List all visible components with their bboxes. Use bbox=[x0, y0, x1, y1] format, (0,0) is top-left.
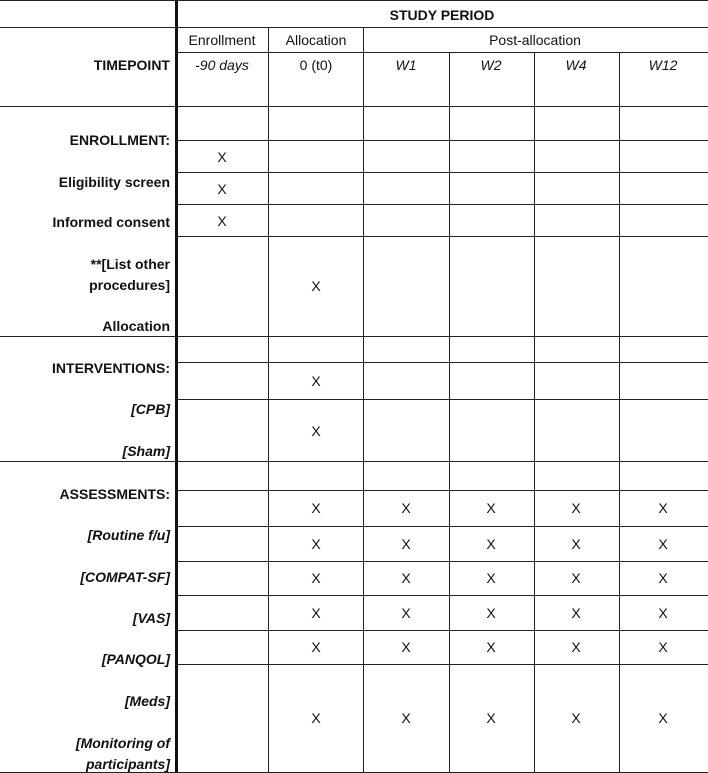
informed-consent-label: Informed consent bbox=[52, 214, 170, 230]
mark-assess-r4-w12: X bbox=[658, 605, 668, 621]
other-procedures-label-line1: **[List other bbox=[90, 256, 170, 272]
sham-label: [Sham] bbox=[122, 443, 170, 459]
timepoint-allocation: 0 (t0) bbox=[299, 57, 333, 73]
timepoint-enrollment: -90 days bbox=[195, 57, 249, 73]
mark-assess-r4-t0: X bbox=[311, 605, 321, 621]
mark-assess-r3-w12: X bbox=[658, 570, 668, 586]
compat-sf-label: [COMPAT-SF] bbox=[80, 569, 170, 585]
timepoint-w12: W12 bbox=[648, 57, 678, 73]
mark-assess-r5-w1: X bbox=[401, 639, 411, 655]
study-period-heading: STUDY PERIOD bbox=[389, 7, 495, 23]
mark-sham-t0: X bbox=[311, 423, 321, 439]
mark-cpb-t0: X bbox=[311, 373, 321, 389]
mark-assess-r4-w1: X bbox=[401, 605, 411, 621]
timepoint-w1: W1 bbox=[395, 57, 417, 73]
enrollment-section-label: ENROLLMENT: bbox=[69, 132, 170, 148]
monitoring-label-line1: [Monitoring of bbox=[75, 735, 170, 751]
assessments-section-label: ASSESSMENTS: bbox=[59, 486, 170, 502]
mark-assess-r1-w1: X bbox=[401, 500, 411, 516]
timepoint-w4: W4 bbox=[565, 57, 587, 73]
timepoint-w2: W2 bbox=[480, 57, 502, 73]
mark-assess-r6-w2: X bbox=[486, 710, 496, 726]
timepoint-label: TIMEPOINT bbox=[93, 57, 170, 73]
mark-assess-r5-w2: X bbox=[486, 639, 496, 655]
mark-assess-r6-w12: X bbox=[658, 710, 668, 726]
eligibility-screen-label: Eligibility screen bbox=[58, 174, 170, 190]
mark-enrollment-row1: X bbox=[217, 149, 227, 165]
mark-assess-r2-w2: X bbox=[486, 536, 496, 552]
mark-assess-r5-t0: X bbox=[311, 639, 321, 655]
mark-assess-r5-w4: X bbox=[571, 639, 581, 655]
allocation-row-label: Allocation bbox=[102, 318, 170, 334]
mark-eligibility-enrollment: X bbox=[217, 181, 227, 197]
mark-assess-r1-w4: X bbox=[571, 500, 581, 516]
enrollment-column-header: Enrollment bbox=[188, 32, 256, 48]
vas-label: [VAS] bbox=[132, 610, 170, 626]
mark-assess-r1-t0: X bbox=[311, 500, 321, 516]
mark-allocation-t0: X bbox=[311, 278, 321, 294]
allocation-column-header: Allocation bbox=[285, 32, 347, 48]
mark-assess-r2-w12: X bbox=[658, 536, 668, 552]
routine-followup-label: [Routine f/u] bbox=[87, 527, 170, 543]
mark-assess-r2-t0: X bbox=[311, 536, 321, 552]
post-allocation-column-header: Post-allocation bbox=[489, 32, 581, 48]
mark-assess-r6-t0: X bbox=[311, 710, 321, 726]
meds-label: [Meds] bbox=[124, 693, 170, 709]
panqol-label: [PANQOL] bbox=[101, 651, 170, 667]
mark-assess-r3-t0: X bbox=[311, 570, 321, 586]
monitoring-label-line2: participants] bbox=[85, 756, 170, 772]
interventions-section-label: INTERVENTIONS: bbox=[52, 360, 170, 376]
mark-assess-r2-w4: X bbox=[571, 536, 581, 552]
mark-consent-enrollment: X bbox=[217, 213, 227, 229]
mark-assess-r1-w2: X bbox=[486, 500, 496, 516]
mark-assess-r4-w2: X bbox=[486, 605, 496, 621]
mark-assess-r3-w2: X bbox=[486, 570, 496, 586]
other-procedures-label-line2: procedures] bbox=[89, 277, 170, 293]
mark-assess-r2-w1: X bbox=[401, 536, 411, 552]
mark-assess-r6-w4: X bbox=[571, 710, 581, 726]
mark-assess-r1-w12: X bbox=[658, 500, 668, 516]
mark-assess-r5-w12: X bbox=[658, 639, 668, 655]
mark-assess-r3-w1: X bbox=[401, 570, 411, 586]
mark-assess-r3-w4: X bbox=[571, 570, 581, 586]
mark-assess-r4-w4: X bbox=[571, 605, 581, 621]
cpb-label: [CPB] bbox=[131, 401, 170, 417]
mark-assess-r6-w1: X bbox=[401, 710, 411, 726]
